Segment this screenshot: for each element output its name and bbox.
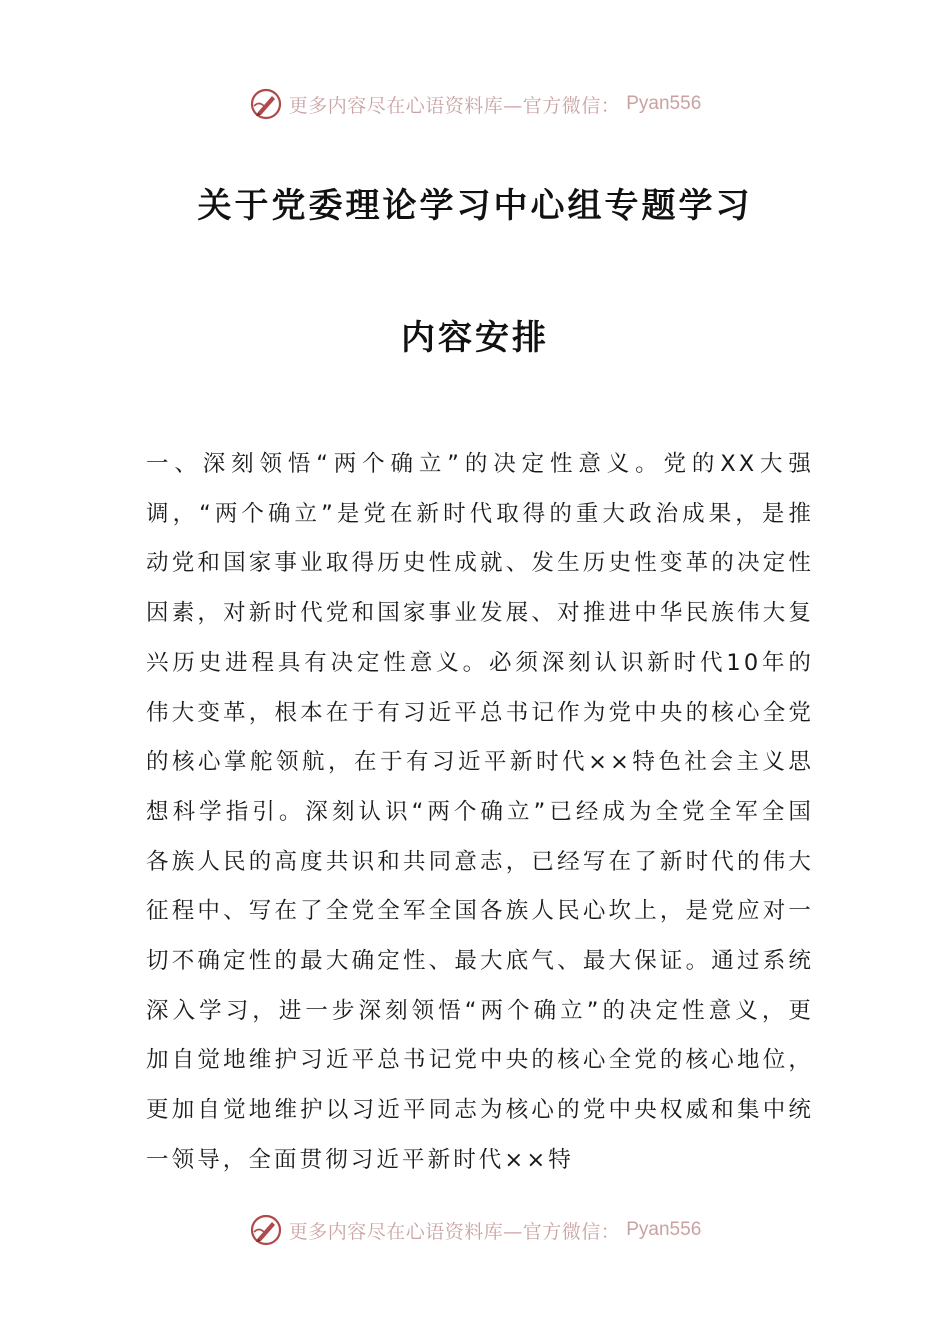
pen-logo-icon <box>249 87 283 121</box>
watermark-contact: Pyan556 <box>626 93 702 114</box>
footer-watermark <box>0 1210 950 1250</box>
watermark-text: 更多内容尽在心语资料库—官方微信： <box>288 1220 621 1243</box>
document-title-line1: 关于党委理论学习中心组专题学习 <box>197 186 753 226</box>
pen-logo-icon <box>249 1213 283 1247</box>
body-paragraph: 一、深刻领悟“两个确立”的决定性意义。党的XX大强调，“两个确立”是党在新时代取得的重大政治成果，是推动党和国家事业取得历史性成就、发生历史性变革的决定性因素，对新时代党和国家事业发展、对推进中华民族伟大复兴历史进程具有决定性意义。必须深刻认识新时代10年的伟大变革，根本在于有习近平总书记作为党中央的核心全党的核心掌舵领航，在于有习近平新时代××特色社会主义思想科学指引。深刻认识“两个确立”已经成为全党全军全国各族人民的高度共识和共同意志，已经写在了新时代的伟大征程中、写在了全党全军全国各族人民心坎上，是党应对一切不确定性的最大确定性、最大底气、最大保证。通过系统深入学习，进一步深刻领悟“两个确立”的决定性意义，更加自觉地维护习近平总书记党中央的核心全党的核心地位，更加自觉地维护以习近平同志为核心的党中央权威和集中统一领导，全面贯彻习近平新时代××特 <box>146 451 814 1173</box>
watermark-text: 更多内容尽在心语资料库—官方微信： <box>288 94 621 117</box>
watermark-contact: Pyan556 <box>626 1219 702 1240</box>
header-watermark <box>0 84 950 124</box>
document-title-line2: 内容安排 <box>401 318 549 358</box>
